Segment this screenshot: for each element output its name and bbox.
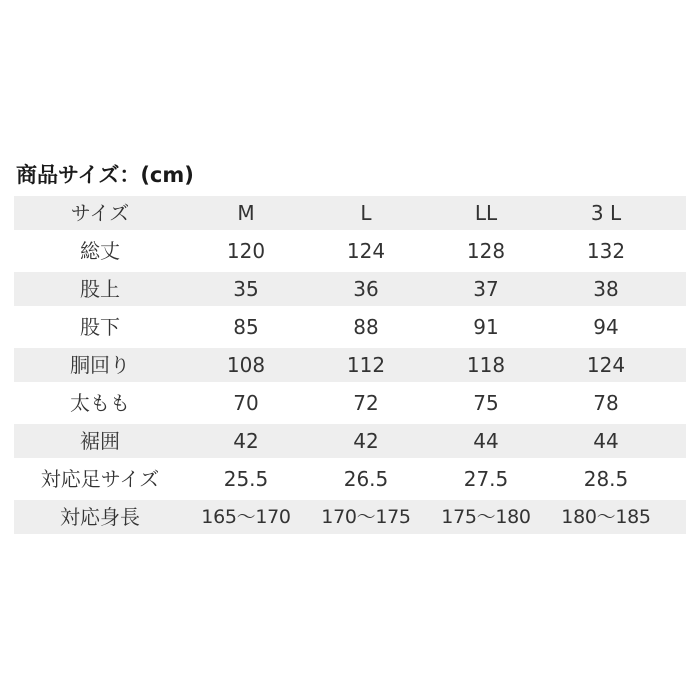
table-row xyxy=(14,424,686,458)
table-cell: 94 xyxy=(593,315,619,339)
header-cell-3l: 3 L xyxy=(590,201,622,225)
table-row xyxy=(14,310,686,344)
table-cell: 108 xyxy=(226,353,266,377)
table-cell: 44 xyxy=(473,429,499,453)
table-cell: 120 xyxy=(226,239,266,263)
table-title: 商品サイズ：(cm) xyxy=(16,163,194,187)
row-label: 股下 xyxy=(80,315,120,339)
header-cell-l: L xyxy=(360,201,372,225)
table-cell: 35 xyxy=(233,277,259,301)
table-row xyxy=(14,348,686,382)
header-cell-m: M xyxy=(237,201,255,225)
size-table xyxy=(14,196,686,538)
table-cell: 88 xyxy=(353,315,379,339)
row-label: 胴回り xyxy=(70,353,130,377)
table-cell: 44 xyxy=(593,429,619,453)
table-row xyxy=(14,386,686,420)
table-cell: 175〜180 xyxy=(441,506,531,528)
row-label: 対応身長 xyxy=(60,505,140,529)
table-cell: 124 xyxy=(346,239,386,263)
table-cell: 26.5 xyxy=(343,467,389,491)
table-cell: 85 xyxy=(233,315,259,339)
table-cell: 42 xyxy=(233,429,259,453)
table-cell: 25.5 xyxy=(223,467,269,491)
table-cell: 38 xyxy=(593,277,619,301)
table-cell: 70 xyxy=(233,391,259,415)
table-cell: 118 xyxy=(466,353,506,377)
table-row xyxy=(14,462,686,496)
row-label: 裾囲 xyxy=(80,429,120,453)
table-cell: 72 xyxy=(353,391,379,415)
table-cell: 180〜185 xyxy=(561,506,651,528)
table-cell: 170〜175 xyxy=(321,506,411,528)
header-cell-label: サイズ xyxy=(70,201,130,225)
table-cell: 75 xyxy=(473,391,499,415)
table-cell: 165〜170 xyxy=(201,506,291,528)
table-cell: 132 xyxy=(586,239,626,263)
row-label: 対応足サイズ xyxy=(40,467,160,491)
table-cell: 91 xyxy=(473,315,499,339)
table-cell: 28.5 xyxy=(583,467,629,491)
row-label: 太もも xyxy=(70,391,130,415)
row-label: 股上 xyxy=(80,277,120,301)
table-row xyxy=(14,234,686,268)
table-cell: 128 xyxy=(466,239,506,263)
table-cell: 42 xyxy=(353,429,379,453)
table-cell: 36 xyxy=(353,277,379,301)
table-cell: 124 xyxy=(586,353,626,377)
table-row xyxy=(14,272,686,306)
table-cell: 78 xyxy=(593,391,619,415)
table-cell: 27.5 xyxy=(463,467,509,491)
table-header-row xyxy=(14,196,686,230)
table-row xyxy=(14,500,686,534)
table-cell: 112 xyxy=(346,353,386,377)
row-label: 総丈 xyxy=(80,239,120,263)
header-cell-ll: LL xyxy=(474,201,498,225)
table-cell: 37 xyxy=(473,277,499,301)
